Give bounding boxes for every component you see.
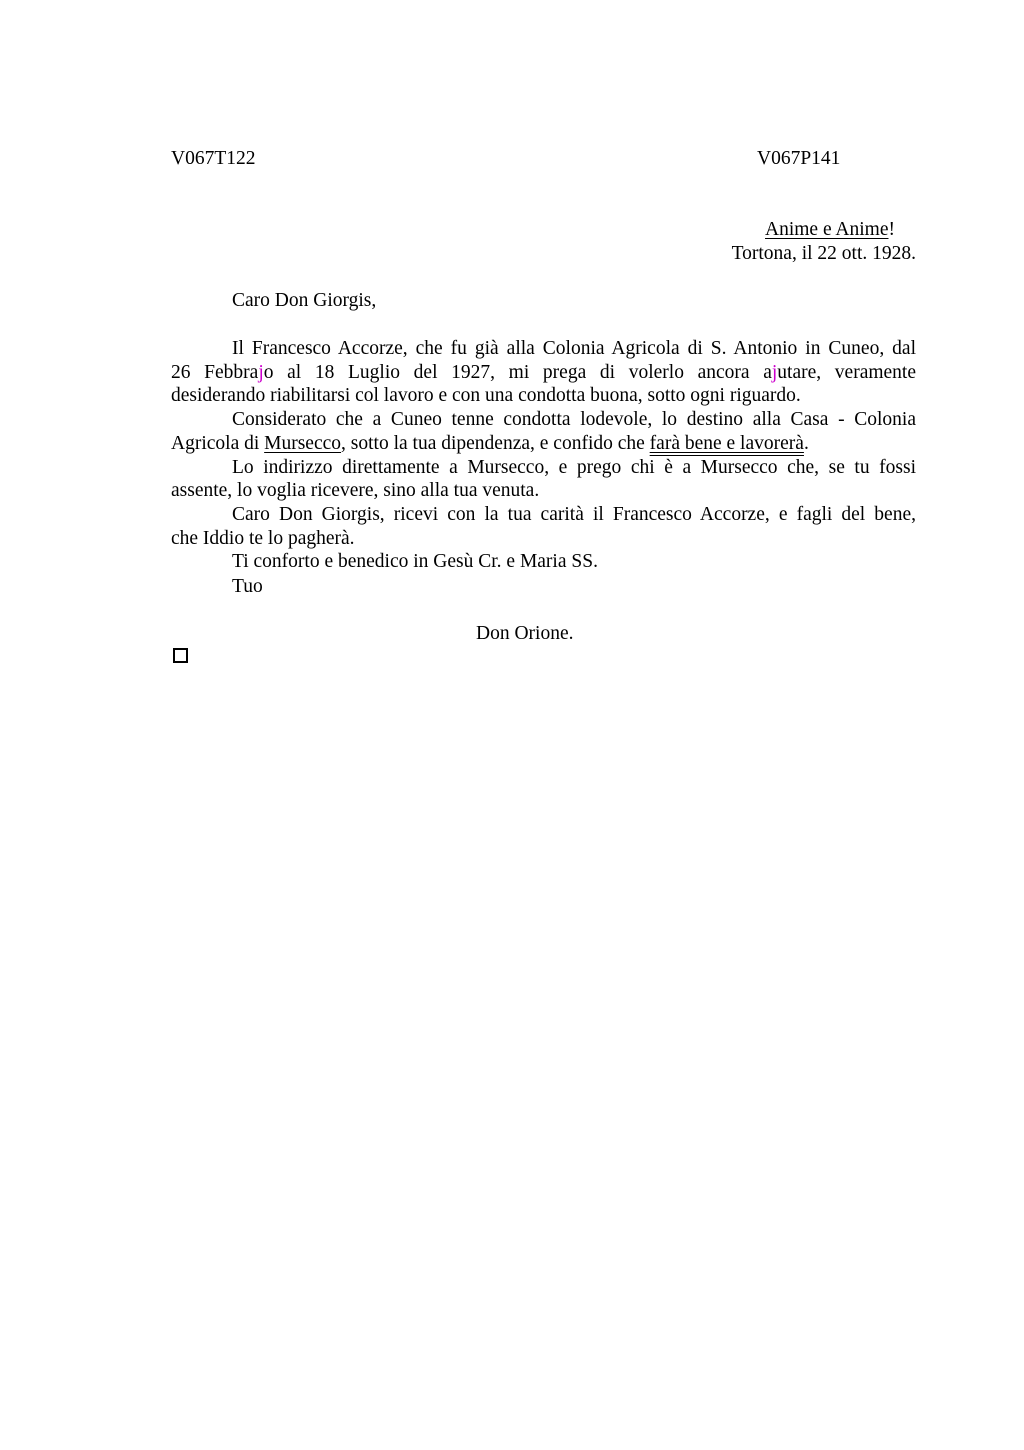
text-run: Agricola di (171, 432, 265, 454)
text-run: utare, veramente (777, 361, 916, 383)
motto-underlined: Anime e Anime (765, 219, 889, 240)
paragraph-3 (171, 456, 916, 503)
highlighted-letter: j (771, 361, 778, 383)
paragraph-1-line-1: Il Francesco Accorze, che fu già alla Colonia Agricola di S. Antonio in Cuneo, dal (232, 338, 916, 359)
paragraph-3-line-2: assente, lo voglia ricevere, sino alla tua venuta. (171, 480, 540, 502)
end-marker-square-icon (173, 648, 188, 663)
text-run: . (803, 432, 809, 454)
dateline: Tortona, il 22 ott. 1928. (731, 243, 916, 264)
letter-body (171, 337, 916, 574)
signature: Don Orione. (476, 623, 574, 644)
text-run: o al 18 Luglio del 1927, mi prega di volerlo ancora a (263, 361, 772, 383)
double-underlined-phrase: farà bene e lavorerà (649, 432, 804, 454)
paragraph-5-line-1: Ti conforto e benedico in Gesù Cr. e Maria SS. (232, 551, 598, 573)
paragraph-2-line-2 (171, 432, 916, 456)
reference-code-right: V067P141 (757, 148, 841, 169)
motto (765, 218, 895, 242)
highlighted-letter: j (258, 361, 264, 383)
paragraph-5 (171, 550, 916, 574)
salutation: Caro Don Giorgis, (232, 290, 377, 311)
paragraph-4 (171, 503, 916, 550)
underlined-place-name: Mursecco (264, 432, 342, 454)
paragraph-3-line-1: Lo indirizzo direttamente a Mursecco, e prego chi è a Mursecco che, se tu fossi (232, 456, 916, 478)
paragraph-1 (171, 337, 916, 408)
motto-exclamation: ! (888, 219, 895, 240)
text-run: , sotto la tua dipendenza, e confido che (341, 432, 650, 454)
paragraph-4-line-2: che Iddio te lo pagherà. (171, 527, 355, 549)
paragraph-2-line-1: Considerato che a Cuneo tenne condotta lodevole, lo destino alla Casa - Colonia (232, 409, 916, 431)
paragraph-2 (171, 408, 916, 455)
paragraph-1-line-3: desiderando riabilitarsi col lavoro e con una condotta buona, sotto ogni riguardo. (171, 385, 801, 407)
text-run: 26 Febbra (171, 361, 259, 383)
paragraph-1-line-2 (171, 361, 916, 385)
reference-code-left: V067T122 (171, 148, 256, 169)
closing: Tuo (232, 576, 263, 597)
paragraph-4-line-1: Caro Don Giorgis, ricevi con la tua carità il Francesco Accorze, e fagli del bene, (232, 503, 916, 525)
